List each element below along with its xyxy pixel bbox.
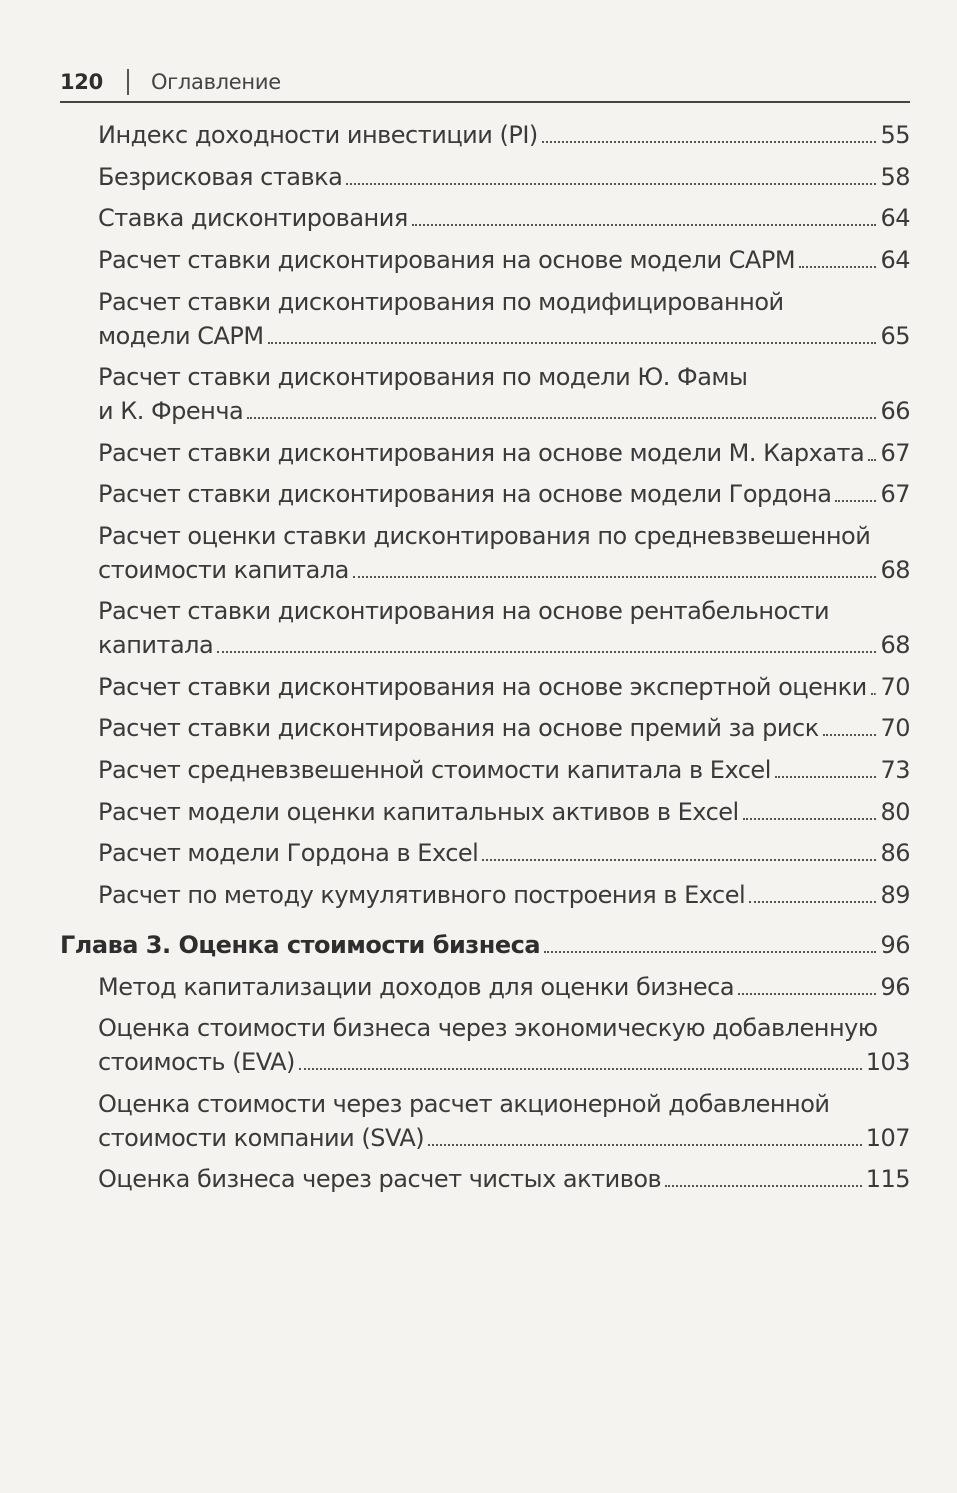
toc-chapter-title: Глава 3. Оценка стоимости бизнеса: [60, 931, 541, 959]
toc-entry-page: 64: [880, 246, 910, 274]
toc-entry-title: Метод капитализации доходов для оценки бизнеса: [98, 973, 735, 1001]
toc-entry-page: 107: [865, 1124, 910, 1152]
toc-entry-title: Оценка стоимости бизнеса через экономическую добавленную: [98, 1014, 878, 1042]
toc-entry-title: Безрисковая ставка: [98, 163, 343, 191]
toc-entry-page: 96: [880, 931, 910, 959]
toc-entry-title: Оценка стоимости через расчет акционерной добавленной: [98, 1090, 830, 1118]
toc-entry: [98, 160, 910, 194]
toc-entry-title: Расчет оценки ставки дисконтирования по средневзвешенной: [98, 522, 871, 550]
toc-entry: [98, 1087, 910, 1155]
toc-entry: [98, 118, 910, 152]
toc-entry: [98, 519, 910, 587]
dot-leader: [217, 650, 876, 653]
dot-leader: [544, 950, 876, 953]
toc-entry-page: 89: [880, 881, 910, 909]
toc-entry: [98, 477, 910, 511]
toc-entry-title: Ставка дисконтирования: [98, 204, 408, 232]
dot-leader: [799, 265, 876, 268]
toc-entry-title-continued: модели CAPM: [98, 322, 264, 350]
toc-entry-page: 55: [880, 121, 910, 149]
dot-leader: [268, 341, 877, 344]
toc-entry-title: Расчет ставки дисконтирования на основе экспертной оценки: [98, 673, 867, 701]
toc-entry: [98, 970, 910, 1004]
dot-leader: [542, 140, 877, 143]
toc-entry-page: 67: [880, 480, 910, 508]
toc-chapter-entry: [60, 928, 910, 962]
dot-leader: [346, 182, 876, 185]
dot-leader: [835, 499, 876, 502]
toc-entry-title: Расчет модели оценки капитальных активов в Excel: [98, 798, 739, 826]
toc-entry-title: Расчет ставки дисконтирования на основе премий за риск: [98, 714, 819, 742]
toc-entry-title: Расчет ставки дисконтирования на основе модели CAPM: [98, 246, 796, 274]
toc-entry-page: 58: [880, 163, 910, 191]
toc-entry: [98, 201, 910, 235]
toc-entry-title-continued: стоимости капитала: [98, 556, 349, 584]
toc-entry: [98, 360, 910, 428]
toc-entry-title: Расчет по методу кумулятивного построения в Excel: [98, 881, 746, 909]
toc-entry: [98, 670, 910, 704]
toc-entry-page: 66: [880, 397, 910, 425]
toc-entry-page: 96: [880, 973, 910, 1001]
toc-entry-title-continued: и К. Френча: [98, 397, 244, 425]
toc-entry: [98, 1162, 910, 1196]
toc-entry: [98, 594, 910, 662]
toc-entry: [98, 711, 910, 745]
dot-leader: [665, 1184, 862, 1187]
toc-entry: [98, 1011, 910, 1079]
toc-entry-page: 67: [880, 439, 910, 467]
toc-entry-title: Расчет ставки дисконтирования на основе модели М. Кархата: [98, 439, 865, 467]
toc-entry-page: 64: [880, 204, 910, 232]
dot-leader: [482, 858, 876, 861]
toc-entry-title-continued: стоимости компании (SVA): [98, 1124, 425, 1152]
toc-entry-page: 70: [880, 673, 910, 701]
dot-leader: [823, 733, 877, 736]
toc-entry-title: Расчет ставки дисконтирования по модифицированной: [98, 288, 784, 316]
toc-entry-title-continued: капитала: [98, 631, 214, 659]
toc-entry-page: 103: [865, 1048, 910, 1076]
dot-leader: [749, 900, 876, 903]
toc-entry-title: Расчет ставки дисконтирования на основе рентабельности: [98, 597, 830, 625]
toc-entry-title: Расчет ставки дисконтирования по модели Ю. Фамы: [98, 363, 748, 391]
toc-entry-page: 68: [880, 631, 910, 659]
toc-entry-title: Расчет модели Гордона в Excel: [98, 839, 479, 867]
toc-entry-title: Оценка бизнеса через расчет чистых активов: [98, 1165, 662, 1193]
toc-entry-page: 86: [880, 839, 910, 867]
toc-entry-page: 115: [865, 1165, 910, 1193]
dot-leader: [871, 692, 877, 695]
running-head: [60, 64, 910, 100]
dot-leader: [868, 458, 876, 461]
dot-leader: [743, 817, 877, 820]
dot-leader: [428, 1143, 862, 1146]
toc-entry: [98, 436, 910, 470]
page-number: 120: [60, 70, 103, 94]
toc-entry-page: 70: [880, 714, 910, 742]
dot-leader: [738, 992, 876, 995]
toc-entry: [98, 243, 910, 277]
toc-entry: [98, 753, 910, 787]
header-rule: [60, 101, 910, 103]
toc-entry-title: Индекс доходности инвестиции (PI): [98, 121, 538, 149]
toc-entry: [98, 285, 910, 353]
header-separator: [127, 69, 129, 95]
dot-leader: [412, 223, 877, 226]
dot-leader: [775, 775, 877, 778]
dot-leader: [247, 416, 876, 419]
toc-entry-title-continued: стоимость (EVA): [98, 1048, 295, 1076]
toc-entry-title: Расчет средневзвешенной стоимости капитала в Excel: [98, 756, 771, 784]
toc-entry-page: 65: [880, 322, 910, 350]
toc-entry-page: 73: [880, 756, 910, 784]
toc-entry-page: 68: [880, 556, 910, 584]
toc-entry: [98, 836, 910, 870]
section-title: Оглавление: [150, 70, 281, 94]
dot-leader: [299, 1067, 862, 1070]
toc-entry: [98, 878, 910, 912]
toc-entry-page: 80: [880, 798, 910, 826]
toc-entry-title: Расчет ставки дисконтирования на основе модели Гордона: [98, 480, 832, 508]
dot-leader: [353, 575, 877, 578]
toc-entry: [98, 795, 910, 829]
